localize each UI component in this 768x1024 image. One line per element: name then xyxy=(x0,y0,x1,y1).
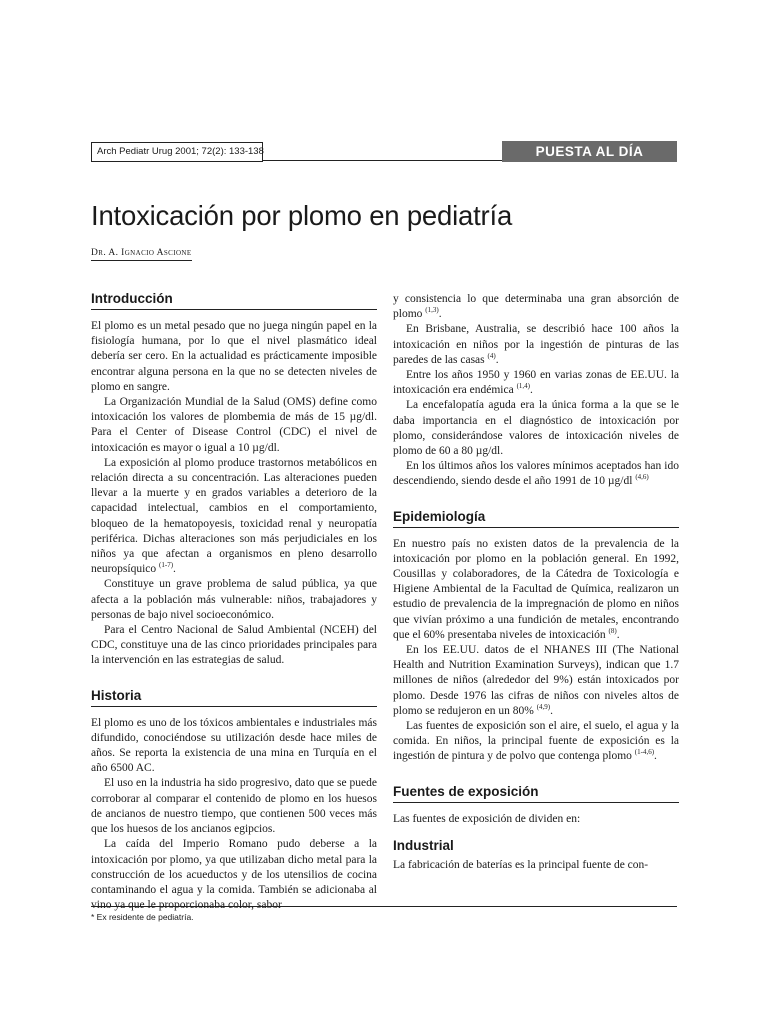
reference-marker: (8) xyxy=(608,627,617,636)
paragraph-text: En nuestro país no existen datos de la prevalencia de la intoxicación por plomo en la población general. En 1992, Cousillas y colaboradores, de la Cátedra de Toxicología e Higiene Ambiental de la Facultad de Química, realizaron un estudio de prevalencia de la impregnación de plomo en niños que vivían próximo a una fundición de metales, encontrando que el 60% presentaba niveles de intoxicación xyxy=(393,537,679,641)
reference-marker: (4,6) xyxy=(635,473,649,482)
paragraph-text: y consistencia lo que determinaba una gran absorción de plomo xyxy=(393,293,679,321)
reference-marker: (1-7) xyxy=(159,561,174,570)
subsection-heading-industrial: Industrial xyxy=(393,837,454,853)
paragraph: y consistencia lo que determinaba una gran absorción de plomo $^{(1,3)}$. xyxy=(393,293,679,321)
right-column xyxy=(393,292,679,873)
paragraph: La exposición al plomo produce trastornos metabólicos en relación directa a su concentración. Las alteraciones pueden llevar a la muerte y en grados variables a deterioro de la capacidad intelectual, cambios en el comportamiento, bloqueo de la hematopoyesis, toxicidad renal y neuropatía periférica. Dichas alteraciones son más perjudiciales en los niños ya que afectan a organismos en pleno desarrollo neuropsíquico $^{(1-7)}$. xyxy=(91,456,377,576)
paragraph-text: En Brisbane, Australia, se describió hace 100 años la intoxicación en niños por la ingestión de pinturas de las paredes de las casas xyxy=(393,323,679,366)
article-author: Dr. A. Ignacio Ascione xyxy=(91,246,192,261)
paragraph xyxy=(393,459,679,489)
paragraph: Para el Centro Nacional de Salud Ambiental (NCEH) del CDC, constituye una de las cinco prioridades principales para la intervención en las estrategias de salud. xyxy=(91,624,377,667)
paragraph-text: En los EE.UU. datos de el NHANES III (The National Health and Nutrition Examination Surveys), indican que 1.7 millones de niños (alrededor del 9%) están intoxicados por plomo. Desde 1976 las cifras de niños con niveles altos de plomo se redujeron en un 80% xyxy=(393,644,679,717)
paragraph-text: La exposición al plomo produce trastornos metabólicos en relación directa a su concentración. Las alteraciones pueden llevar a la muerte y en grados variables a deterioro de la capacidad intelectual, cambios en el comportamiento, bloqueo de la hematopoyesis, toxicidad renal y neuropatía periférica. Dichas alteraciones son más perjudiciales en los niños ya que afectan a organismos en pleno desarrollo neuropsíquico xyxy=(91,456,377,576)
paragraph-text: En los últimos años los valores mínimos aceptados han ido descendiendo, siendo desde el año 1991 de 10 µg/dl xyxy=(393,460,679,488)
paragraph: El plomo es uno de los tóxicos ambientales e industriales más difundido, conociéndose su utilización desde hace miles de años. Se reporta la existencia de una mina en Turquía en el año 6500 AC. xyxy=(91,716,377,775)
paragraph: La caída del Imperio Romano pudo deberse a la intoxicación por plomo, ya que utilizaban dicho metal para la construcción de los acueductos y de los utensilios de cocina contaminando el agua y la comida. También se adicionaba al xyxy=(91,838,377,896)
article-title: Intoxicación por plomo en pediatría xyxy=(91,200,513,231)
journal-citation: Arch Pediatr Urug 2001; 72(2): 133-138 xyxy=(91,142,263,162)
paragraph-text: Las fuentes de exposición son el aire, el suelo, el agua y la comida. En niños, la principal fuente de exposición es la ingestión de pintura y de polvo que contenga plomo xyxy=(393,720,679,763)
paragraph: El uso en la industria ha sido progresivo, dato que se puede corroborar al comparar el contenido de plomo en los huesos de ancianos de nuestro tiempo, que contienen 500 veces más que los huesos de los ancianos egipcios. xyxy=(91,777,377,836)
paragraph-text: Entre los años 1950 y 1960 en varias zonas de EE.UU. la intoxicación era endémica xyxy=(393,369,679,397)
paragraph: En los EE.UU. datos de el NHANES III (The National Health and Nutrition Examination Surveys), indican que 1.7 millones de niños (alrededor del 9%) están intoxicados por plomo. Desde 1976 las cifras de niños con niveles altos de plomo se redujeron en un 80% $^{(4,9)}$. xyxy=(393,644,679,717)
paragraph: Las fuentes de exposición de dividen en: xyxy=(393,812,581,825)
section-heading-fuentes: Fuentes de exposición xyxy=(393,783,679,803)
footnote: * Ex residente de pediatría. xyxy=(91,912,194,922)
paragraph: En Brisbane, Australia, se describió hace 100 años la intoxicación en niños por la ingestión de pinturas de las paredes de las casas $^{(4)}$. xyxy=(393,323,679,366)
paragraph: La encefalopatía aguda era la única forma a la que se le daba importancia en el diagnóstico de intoxicación por plomo, considerándose valores de intoxicación niveles de plomo de 60 a 80 µg/dl. xyxy=(393,399,679,458)
paragraph: El plomo es un metal pesado que no juega ningún papel en la fisiología humana, por lo que el nivel plasmático ideal debería ser cero. En la actualidad es prácticamente imposible encontrar alguna persona en la que no se detecten niveles de plomo en sangre. xyxy=(91,320,377,393)
section-heading-historia: Historia xyxy=(91,687,377,707)
reference-marker: (4,9) xyxy=(536,703,551,712)
reference-marker: (1,3) xyxy=(425,306,439,315)
section-heading-introduccion: Introducción xyxy=(91,290,377,310)
section-banner: PUESTA AL DÍA xyxy=(502,141,677,162)
paragraph: La fabricación de baterías es la principal fuente de con- xyxy=(393,858,649,871)
reference-marker: (1-4,6) xyxy=(634,748,655,757)
paragraph: En nuestro país no existen datos de la prevalencia de la intoxicación por plomo en la población general. En 1992, Cousillas y colaboradores, de la Cátedra de Toxicología e Higiene Ambiental de la Facultad de Química, realizaron un estudio de prevalencia de la impregnación de plomo en niños que vivían próximo a una fundición de metales, encontrando que el 60% presentaba niveles de intoxicación $^{(8)}$. xyxy=(393,537,679,641)
section-heading-epidemiologia: Epidemiología xyxy=(393,508,679,528)
paragraph: Constituye un grave problema de salud pública, ya que afecta a la población más vulnerable: niños, trabajadores y personas de bajo nivel socioeconómico. xyxy=(91,578,377,621)
paragraph: Las fuentes de exposición son el aire, el suelo, el agua y la comida. En niños, la principal fuente de exposición es la ingestión de pintura y de polvo que contenga plomo $^{(1-4,6)}$. xyxy=(393,720,679,763)
paragraph: La Organización Mundial de la Salud (OMS) define como intoxicación los valores de plombemia de más de 15 µg/dl. Para el Center of Disease Control (CDC) el nivel de intoxicación es mayor o igual a 10 µg/dl. xyxy=(91,396,377,454)
paragraph: Entre los años 1950 y 1960 en varias zonas de EE.UU. la intoxicación era endémica $^{(1,4)}$. xyxy=(393,369,679,397)
reference-marker: (4) xyxy=(487,351,496,360)
left-column xyxy=(91,290,377,913)
reference-marker: (1,4) xyxy=(516,382,530,391)
footnote-rule xyxy=(91,906,677,907)
